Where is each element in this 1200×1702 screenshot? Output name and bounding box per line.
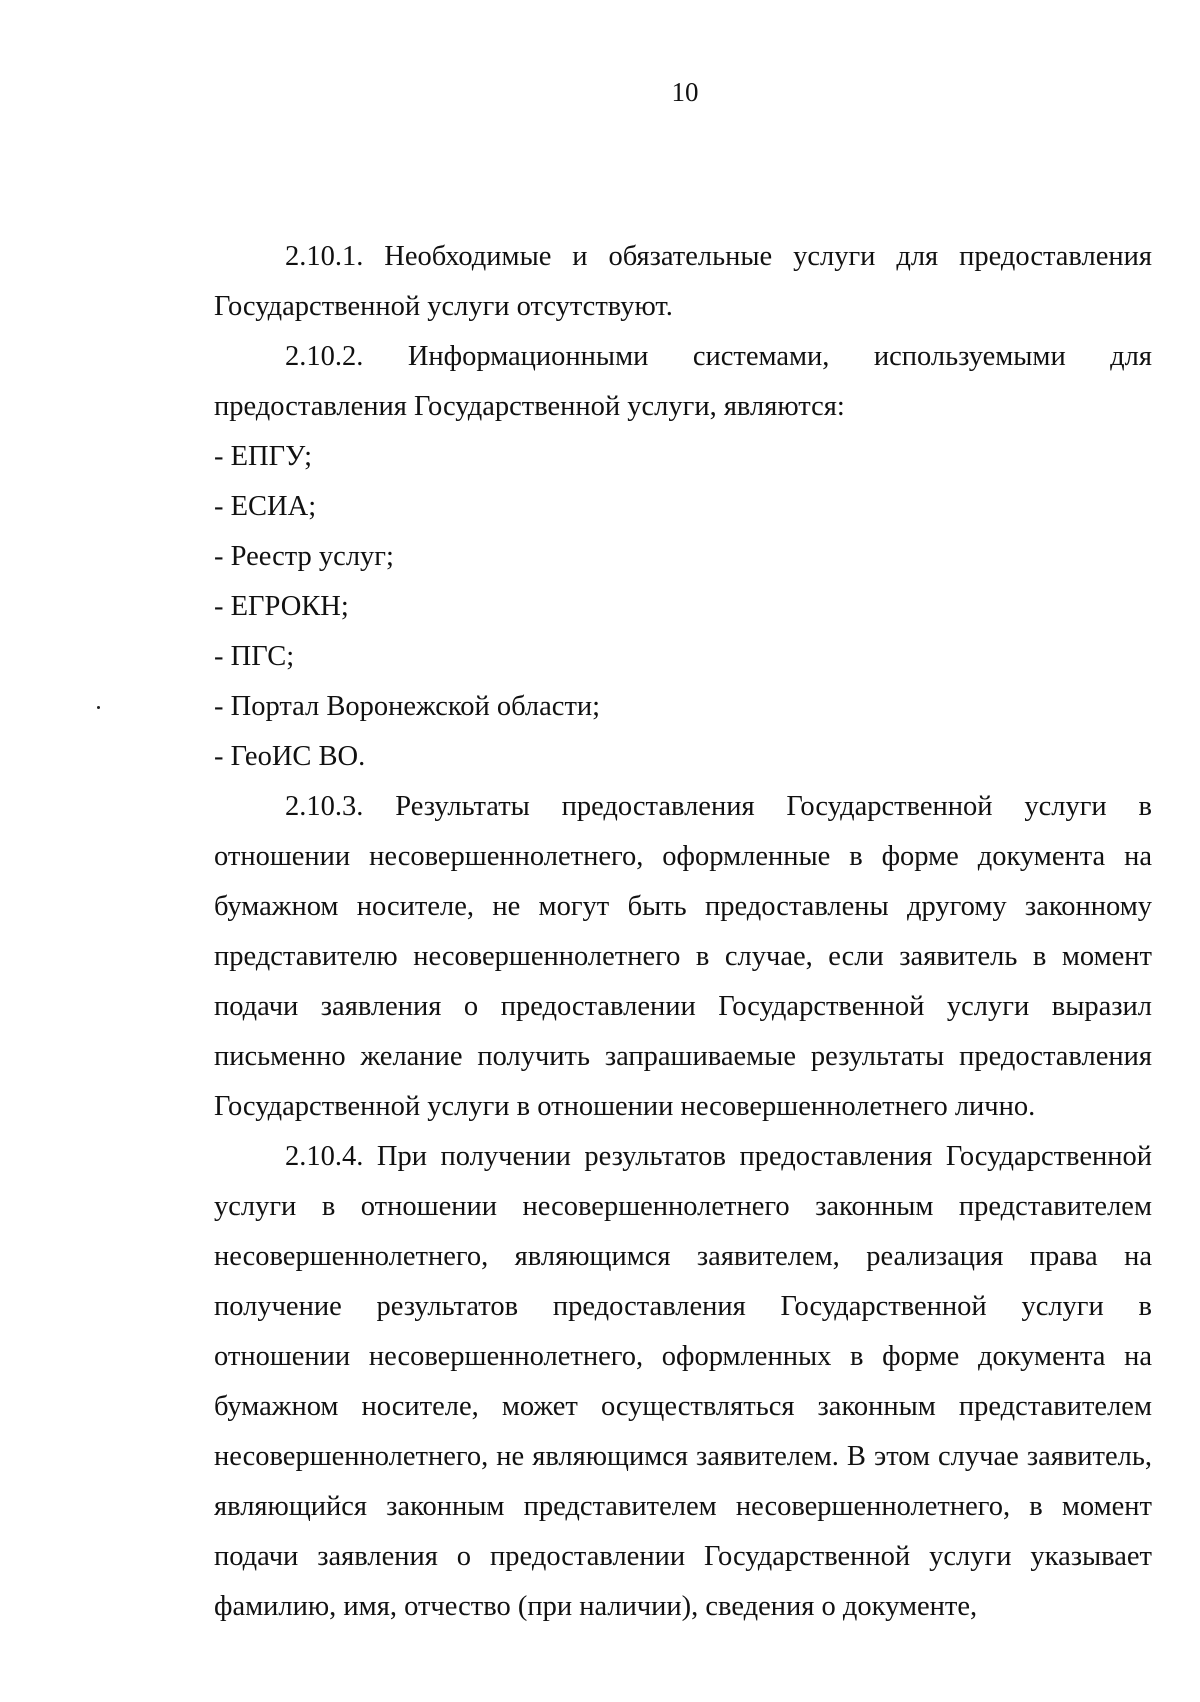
list-item: - Реестр услуг;: [214, 541, 394, 572]
page-number: 10: [671, 77, 699, 107]
scan-artifact-dot: [97, 706, 100, 709]
list-item: - ГеоИС ВО.: [214, 741, 366, 772]
paragraph-2-10-3: 2.10.3. Результаты предоставления Государственной услуги в отношении несовершеннолетнего, оформленные в форме документа на бумажном носителе, не могут быть предоставлены другому законному представителю несовершеннолетнего в случае, если заявитель в момент подачи заявления о предоставлении Государственной услуги выразил письменно желание получить запрашиваемые результаты предоставления Государственной услуги в отношении несовершеннолетнего лично.: [214, 791, 1152, 1122]
list-item: - ЕПГУ;: [214, 441, 313, 472]
paragraph-2-10-4: 2.10.4. При получении результатов предоставления Государственной услуги в отношении несовершеннолетнего законным представителем несовершеннолетнего, являющимся заявителем, реализация права на получение результатов предоставления Государственной услуги в отношении несовершеннолетнего, оформленных в форме документа на бумажном носителе, может осуществляться законным представителем несовершеннолетнего, не являющимся заявителем. В этом случае заявитель, являющийся законным представителем несовершеннолетнего, в момент подачи заявления о предоставлении Государственной услуги указывает фамилию, имя, отчество (при наличии), сведения о документе,: [214, 1141, 1152, 1622]
paragraph-2-10-1: 2.10.1. Необходимые и обязательные услуги для предоставления Государственной услуги отсутствуют.: [214, 241, 1152, 322]
list-item: - ЕГРОКН;: [214, 591, 349, 622]
list-item: - Портал Воронежской области;: [214, 691, 601, 722]
document-body: [214, 232, 1152, 1632]
list-item: - ЕСИА;: [214, 491, 317, 522]
list-item: - ПГС;: [214, 641, 295, 672]
information-systems-list: [214, 432, 1152, 782]
paragraph-2-10-2: 2.10.2. Информационными системами, используемыми для предоставления Государственной услуги, являются:: [214, 341, 1152, 422]
